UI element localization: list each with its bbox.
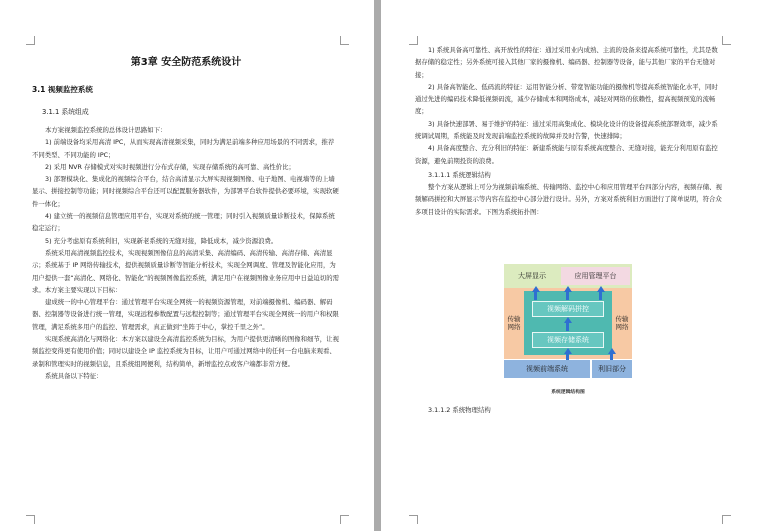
logic-structure-diagram — [504, 264, 632, 378]
body-paragraph: 本方案视频监控系统的总体设计思路如下： — [45, 126, 167, 134]
body-paragraph: 实现系统高清化与网络化：本方案以建设全高清监控系统为目标，为用户提供更清晰的图像和细节，让视频监控变得更有使用价值；同时以建设全 IP 监控系统为目标，让用户可通过网络中的任何一台电脑来观看、录制和管理实时的视频信息，且系统组网便利，结构简单，新增监控点或客户端都非常方便。 — [32, 335, 339, 368]
arrow-up-icon — [564, 348, 572, 354]
arrow-up-icon — [564, 317, 572, 323]
subsection-title: 3.1.1 系统组成 — [42, 108, 89, 116]
diagram-reuse: 利旧部分 — [592, 360, 632, 378]
body-paragraph: 整个方案从逻辑上可分为视频前端系统、传输网络、监控中心和应用管理平台四部分内容，视频存储、视频解码拼控和大屏显示等内容在监控中心部分进行设计。另外，方案对系统利旧方面进行了简单说明，符合众多项目设计的实际需求。下图为系统拓扑图： — [415, 182, 722, 216]
body-paragraph: 系统采用高清视频监控技术，实现视频图像信息的高清采集、高清编码、高清传输、高清存储、高清显示；系统基于 IP 网络传输技术，提供视频质量诊断等智能分析技术，实现全网调度、管理及智能化应用，为用户提供一套“高清化、网络化、智能化”的视频图像监控系统，满足用户在视频图像业务应用中日益迫切的需求。本方案主要实现以下目标： — [32, 248, 339, 294]
chapter-title: 第3章 安全防范系统设计 — [130, 57, 242, 68]
list-item: 4) 具备高度整合、充分利旧的特征：新建系统能与原有系统高度整合、无缝对接，能充分利用原有监控资源，避免前期投资的浪费。 — [415, 144, 718, 165]
arrow-shaft — [566, 322, 569, 331]
list-item: 5) 充分考虑原有系统利旧，实现新老系统的无缝对接，降低成本，减少资源浪费。 — [45, 236, 278, 245]
arrow-shaft — [566, 353, 569, 360]
diagram-front-end: 视频前端系统 — [504, 360, 590, 378]
margin-mark — [26, 36, 35, 45]
arrow-up-icon — [597, 286, 605, 292]
body-paragraph: 建成统一的中心管理平台：通过管理平台实现全网统一的视频资源管理，对前端摄像机、编码器、解码器、控制器等设备进行统一管理，实现远程参数配置与远程控制等；通过管理平台实现全网统一的用户和权限管理，满足系统多用户的监控、管理需求，真正做到“坐阵于中心，掌控千里之外”。 — [32, 298, 339, 331]
margin-mark — [340, 36, 349, 45]
diagram-app-platform: 应用管理平台 — [561, 267, 630, 285]
list-item: 4) 建立统一的视频信息管理应用平台，实现对系统的统一管理；同时引入视频质量诊断技术，保障系统稳定运行； — [32, 212, 335, 233]
list-item: 3) 部署模块化、集成化的视频综合平台，结合高清显示大屏实现视频图像、电子地图、电视墙等的上墙显示、拼接控制等功能；同时视频综合平台还可以配置服务器软件，为部署平台软件提供必要环境，实现软硬件一体化； — [32, 175, 339, 208]
list-item: 2) 具备高智能化、低码流的特征：运用智能分析、带宽智能功能的摄像机等提高系统智能化水平，同时通过先进的编码技术降低视频码流，减少存储成本和网络成本，减轻对网络的依赖性，提高视频预览的流畅度； — [415, 82, 718, 116]
margin-mark — [26, 515, 35, 524]
list-item: 2) 采用 NVR 存储模式对实时视频进行分布式存储，实现存储系统的高可靠、高性价比； — [45, 162, 295, 171]
page-left-content — [32, 56, 340, 382]
arrow-shaft — [610, 353, 613, 360]
body-paragraph: 系统具备以下特征： — [45, 371, 103, 380]
arrow-up-icon — [564, 286, 572, 292]
heading-physical-structure: 3.1.1.2 系统物理结构 — [428, 406, 491, 414]
diagram-network-left: 传输网络 — [507, 315, 521, 331]
page-right-content-top — [415, 44, 723, 218]
diagram-caption: 系统逻辑结构图 — [551, 390, 585, 395]
arrow-shaft — [599, 291, 602, 300]
margin-mark — [340, 515, 349, 524]
diagram-decode: 视频解码拼控 — [532, 301, 604, 317]
document-page-right — [381, 0, 760, 531]
margin-mark — [722, 36, 731, 45]
margin-mark — [409, 515, 418, 524]
arrow-shaft — [534, 291, 537, 300]
arrow-up-icon — [608, 348, 616, 354]
page-right-content-bottom — [415, 404, 723, 416]
diagram-big-screen: 大屏显示 — [518, 272, 546, 280]
document-page-left — [0, 0, 374, 531]
diagram-network-right: 传输网络 — [615, 315, 629, 331]
margin-mark — [722, 515, 731, 524]
arrow-shaft — [566, 291, 569, 300]
diagram-storage: 视频存储系统 — [532, 332, 604, 348]
heading-logical-structure: 3.1.1.1 系统逻辑结构 — [428, 170, 491, 179]
list-item: 1) 前端设备均采用高清 IPC，从而实现高清视频采集，同时为满足前端多种应用场景的不同需求，推荐不同类型、不同功能的 IPC； — [32, 138, 335, 159]
list-item: 1) 系统具备高可靠性、高开放性的特征：通过采用业内成熟、主流的设备来提高系统可靠性，尤其是数据存储的稳定性；另外系统可接入其他厂家的摄像机、编码器、控制器等设备，能与其他厂家的平台无缝对接； — [415, 46, 718, 79]
arrow-up-icon — [532, 286, 540, 292]
list-item: 3) 具备快速部署、易于维护的特征：通过采用高集成化、模块化设计的设备提高系统部署效率，减少系统调试周期，系统能及时发现前端监控系统的故障并及时告警，快速排障； — [415, 119, 718, 141]
section-title: 3.1 视频监控系统 — [32, 85, 93, 94]
